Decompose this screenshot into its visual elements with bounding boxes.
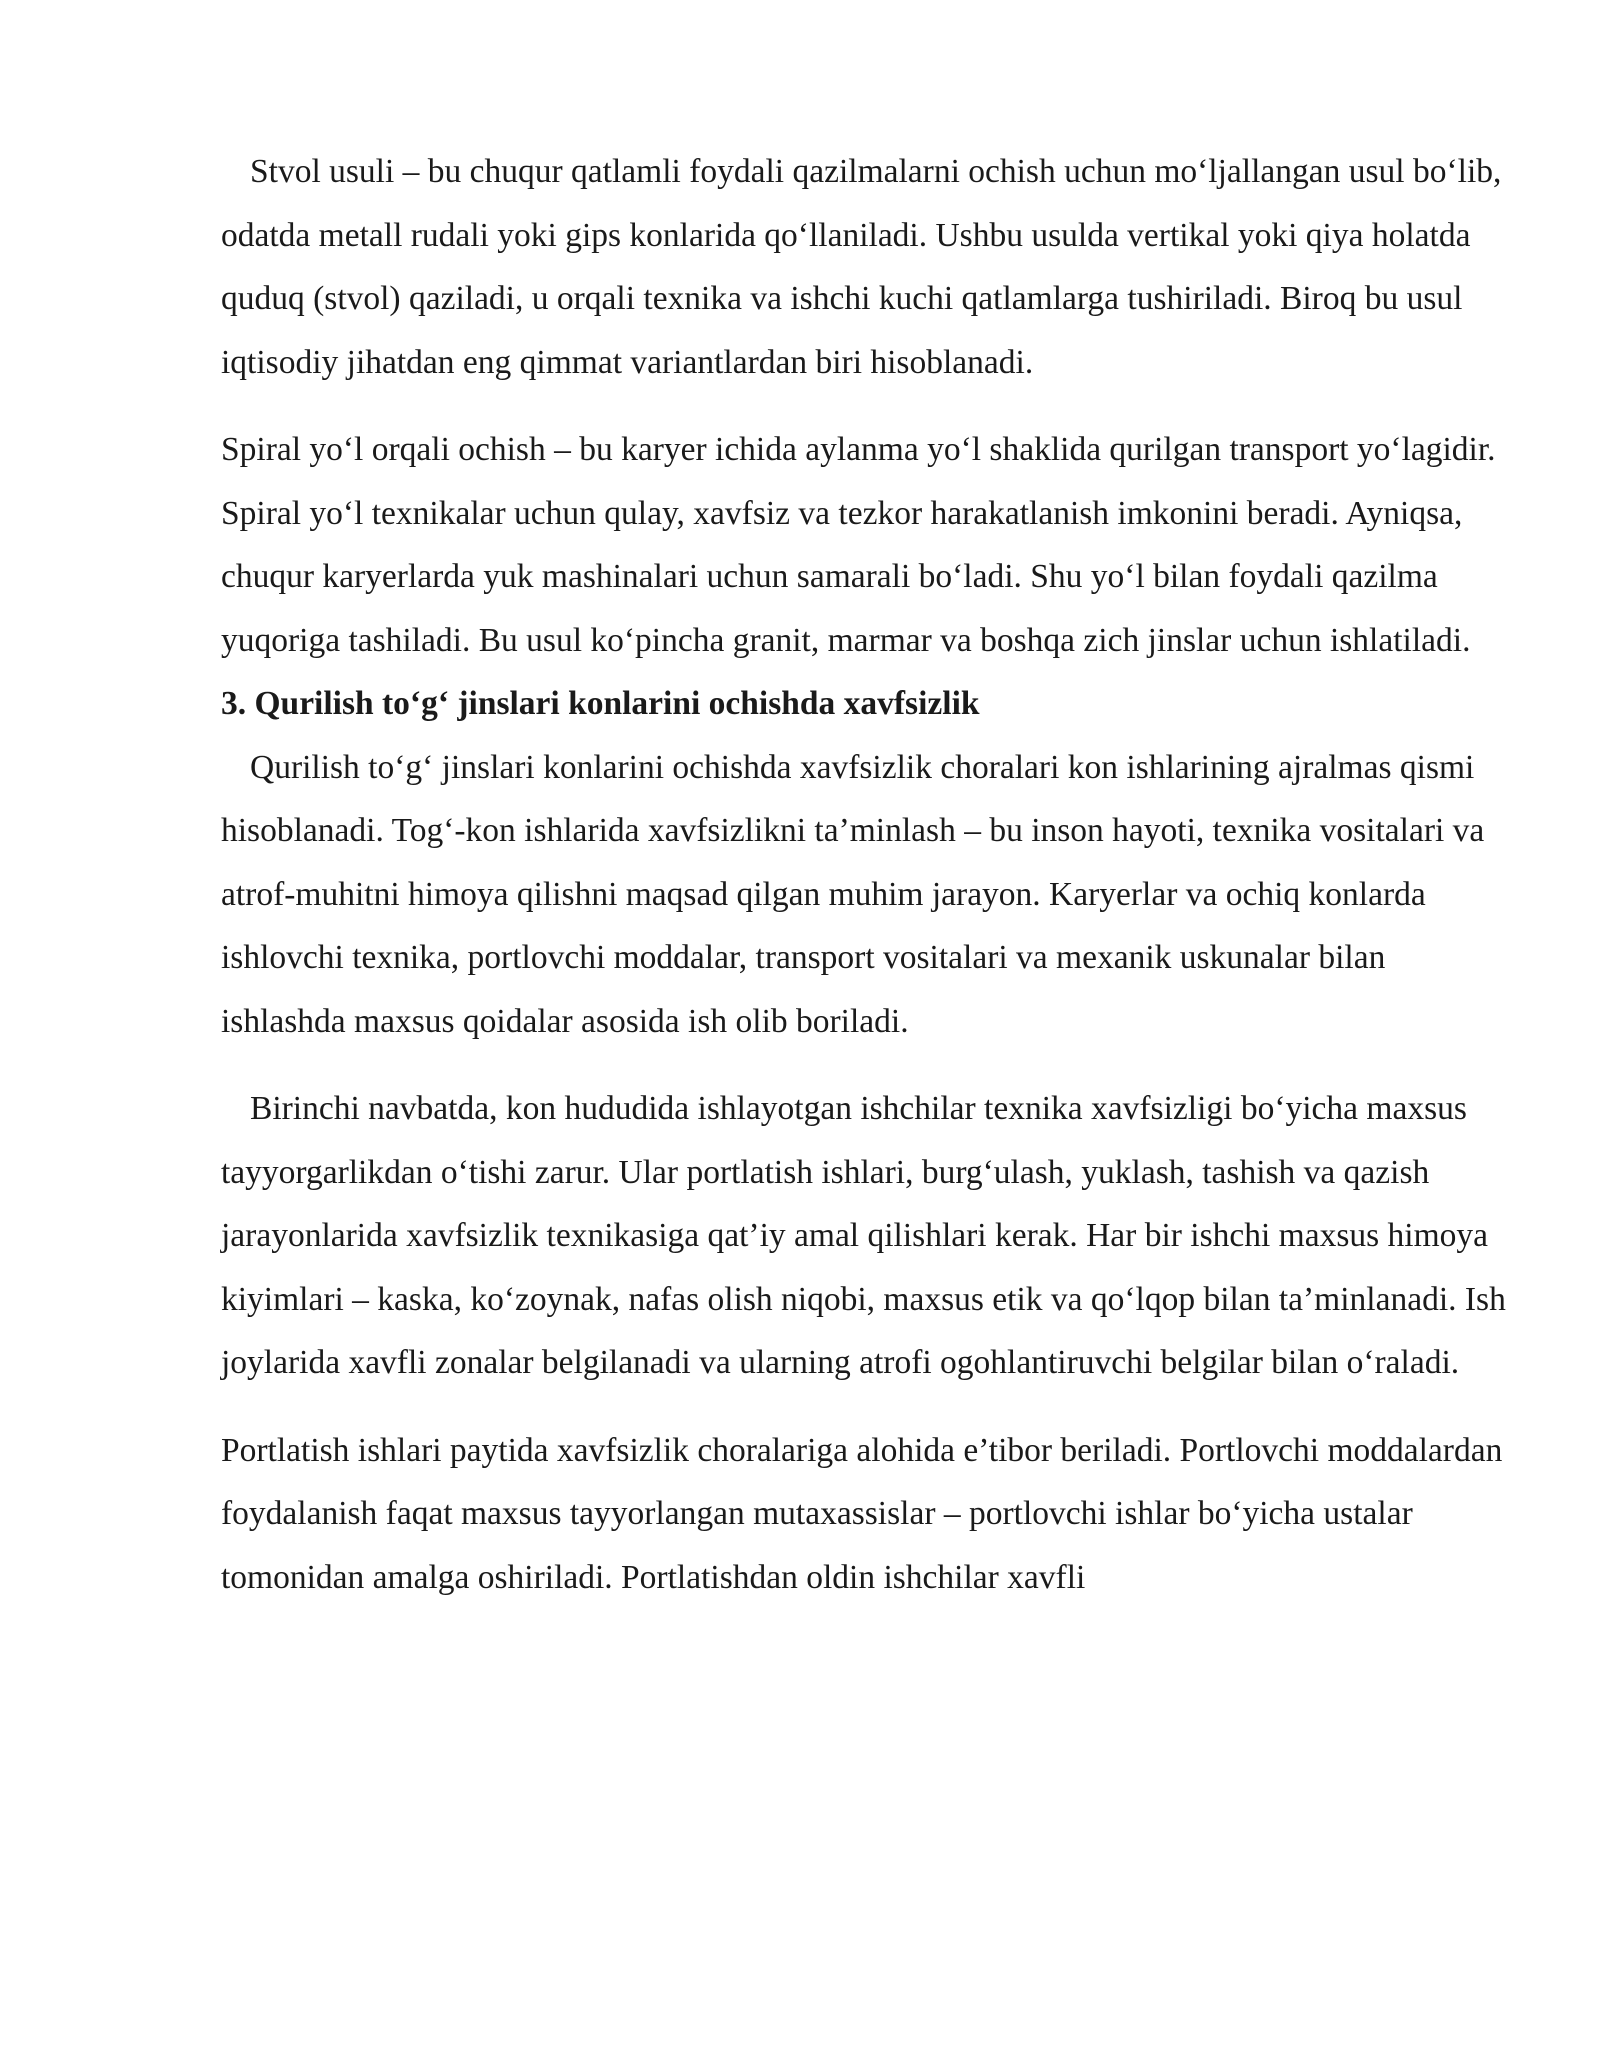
paragraph-stvol-usuli: Stvol usuli – bu chuqur qatlamli foydali qazilmalarni ochish uchun mo‘ljallangan usul bo‘lib, odatda metall rudali yoki gips konlarida qo‘llaniladi. Ushbu usulda vertikal yoki qiya holatda quduq (stvol) qaziladi, u orqali texnika va ishchi kuchi qatlamlarga tushiriladi. Biroq bu usul iqtisodiy jihatdan eng qimmat variantlardan biri hisoblanadi.: [221, 153, 1502, 381]
document-page: [221, 140, 1511, 1609]
paragraph-xavfsizlik-choralari: Qurilish to‘g‘ jinslari konlarini ochishda xavfsizlik choralari kon ishlarining ajralmas qismi hisoblanadi. Tog‘-kon ishlarida xavfsizlikni ta’minlash – bu inson hayoti, texnika vositalari va atrof-muhitni himoya qilishni maqsad qilgan muhim jarayon. Karyerlar va ochiq konlarda ishlovchi texnika, portlovchi moddalar, transport vositalari va mexanik uskunalar bilan ishlashda maxsus qoidalar asosida ish olib boriladi.: [221, 748, 1485, 1040]
paragraph-portlatish-ishlari: Portlatish ishlari paytida xavfsizlik choralariga alohida e’tibor beriladi. Portlovchi moddalardan foydalanish faqat maxsus tayyorlangan mutaxassislar – portlovchi ishlar bo‘yicha ustalar tomonidan amalga oshiriladi. Portlatishdan oldin ishchilar xavfli: [221, 1431, 1503, 1596]
section-heading: 3. Qurilish to‘g‘ jinslari konlarini ochishda xavfsizlik: [221, 685, 980, 722]
paragraph-spiral-yol: Spiral yo‘l orqali ochish – bu karyer ichida aylanma yo‘l shaklida qurilgan transport yo‘lagidir. Spiral yo‘l texnikalar uchun qulay, xavfsiz va tezkor harakatlanish imkonini beradi. Ayniqsa, chuqur karyerlarda yuk mashinalari uchun samarali bo‘ladi. Shu yo‘l bilan foydali qazilma yuqoriga tashiladi. Bu usul ko‘pincha granit, marmar va boshqa zich jinslar uchun ishlatiladi.: [221, 431, 1496, 659]
paragraph-birinchi-navbatda: Birinchi navbatda, kon hududida ishlayotgan ishchilar texnika xavfsizligi bo‘yicha maxsus tayyorgarlikdan o‘tishi zarur. Ular portlatish ishlari, burg‘ulash, yuklash, tashish va qazish jarayonlarida xavfsizlik texnikasiga qat’iy amal qilishlari kerak. Har bir ishchi maxsus himoya kiyimlari – kaska, ko‘zoynak, nafas olish niqobi, maxsus etik va qo‘lqop bilan ta’minlanadi. Ish joylarida xavfli zonalar belgilanadi va ularning atrofi ogohlantiruvchi belgilar bilan o‘raladi.: [221, 1090, 1506, 1381]
